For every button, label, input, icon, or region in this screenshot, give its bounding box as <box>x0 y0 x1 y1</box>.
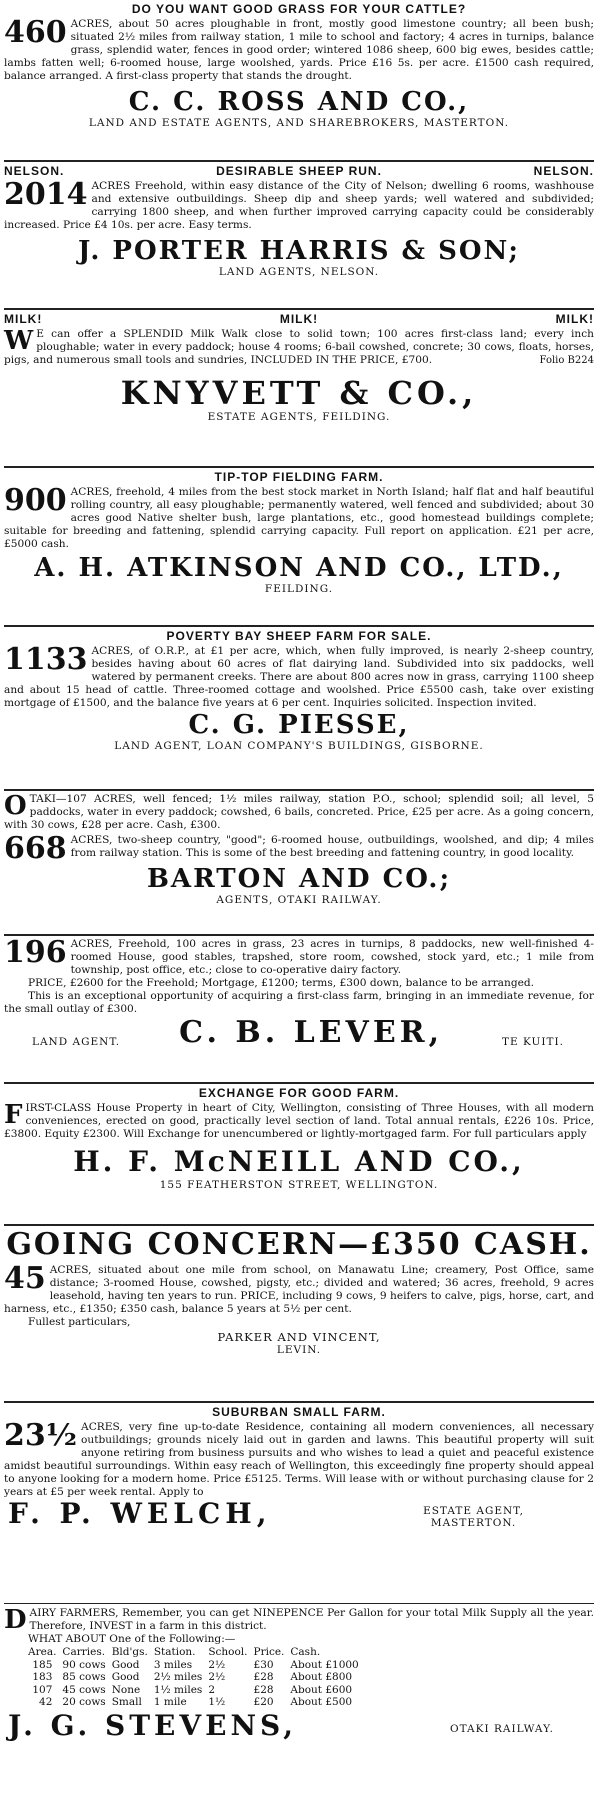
ad-cattle <box>4 2 594 130</box>
divider <box>4 1082 594 1084</box>
table-row <box>28 1671 365 1684</box>
drop-cap: W <box>4 326 34 356</box>
ad-text: ACRES Freehold, within easy distance of the City of Nelson; dwelling 6 rooms, washhouse and extensive outbuildings. Sheep dip and sheep yards; well watered and subdivided; carrying 1800 sheep, and when further improved carrying capacity could be considerably increased. Price £4 10s. per acre. Easy terms. <box>4 180 594 231</box>
ad-heading: POVERTY BAY SHEEP FARM FOR SALE. <box>166 629 432 643</box>
cell-cash: About £1000 <box>290 1658 359 1671</box>
divider <box>4 789 594 791</box>
ad-price: PRICE, £2600 for the Freehold; Mortgage, £1200; terms, £300 down, balance to be arranged. <box>28 977 535 989</box>
ad-note: This is an exceptional opportunity of acquiring a first-class farm, bringing in an immediate revenue, for the small outlay of £300. <box>4 990 594 1015</box>
ad-body <box>4 1418 594 1499</box>
cell-area: 42 <box>39 1696 53 1708</box>
cell-area: 183 <box>32 1671 53 1683</box>
cell-school: 2½ <box>208 1671 226 1683</box>
ad-acres: 196 <box>4 935 67 970</box>
agent-town: OTAKI RAILWAY. <box>450 1722 554 1735</box>
table-header-row <box>28 1646 365 1659</box>
cell-area: 185 <box>32 1658 53 1671</box>
ad-text: ACRES, situated about one mile from school, on Manawatu Line; creamery, Post Office, same distance; 3-roomed House, cowshed, pigsty, etc.; divided and watered; 36 acres, freehold, 9 acres leasehold, having ten years to run. PRICE, including 9 cows, 9 heifers to calve, pigs, horse, cart, and harness, etc., £1350; £350 cash, balance 5 years at 5½ per cent. <box>4 1264 594 1315</box>
ad-acres: 2014 <box>4 177 88 212</box>
cell-school: 2 <box>208 1683 216 1696</box>
heading-right: NELSON. <box>533 164 594 178</box>
ad-heading: SUBURBAN SMALL FARM. <box>212 1405 386 1419</box>
agent-address: FEILDING. <box>264 583 334 595</box>
ad-suburban <box>4 1405 594 1529</box>
agent-title: LAND AGENT. <box>32 1036 121 1048</box>
column-header: Carries. <box>62 1646 106 1658</box>
cell-carries: 90 cows <box>62 1658 106 1671</box>
agent-name: H. F. McNEILL AND CO., <box>73 1145 525 1178</box>
ad-acres: 900 <box>4 483 67 518</box>
cell-buildings: Small <box>111 1696 142 1708</box>
agent-name: F. P. WELCH, <box>8 1497 272 1530</box>
heading-left: NELSON. <box>4 164 65 178</box>
column-header: School. <box>208 1646 248 1658</box>
agent-name: PARKER AND VINCENT, <box>217 1330 381 1344</box>
cell-buildings: None <box>111 1683 141 1696</box>
agent-row <box>4 1015 594 1050</box>
cell-carries: 85 cows <box>62 1671 106 1683</box>
farms-table <box>28 1646 365 1709</box>
agent-name: KNYVETT & CO., <box>120 374 478 412</box>
column-header: Station. <box>153 1646 196 1658</box>
ad-poverty-bay <box>4 629 594 753</box>
ad-body <box>4 793 594 832</box>
agent-name: J. G. STEVENS, <box>8 1708 298 1742</box>
drop-cap: O <box>4 791 27 821</box>
agent-address: LAND AGENT, LOAN COMPANY'S BUILDINGS, GISBORNE. <box>114 740 484 752</box>
agent-town: MASTERTON. <box>430 1517 517 1529</box>
ad-text: ACRES, of O.R.P., at £1 per acre, which, when fully improved, is nearly 2-sheep country, besides having about 60 acres of flat dairying land. Subdivided into six paddocks, well watered by permanent creeks. There are about 800 acres now in grass, carrying 1100 sheep and about 15 head of cattle. Three-roomed cottage and woolshed. Price £5500 cash, take over existing mortgage of £1500, and the balance five years at 6 per cent. Inquiries solicited. Inspection invited. <box>4 645 594 709</box>
ad-acres: 1133 <box>4 642 88 677</box>
agent-address: LEVIN. <box>276 1344 322 1356</box>
ad-tiptop <box>4 470 594 596</box>
ad-body <box>4 1102 594 1141</box>
ad-body <box>4 483 594 551</box>
cell-station: 3 miles <box>153 1658 193 1671</box>
ad-heading-row <box>4 312 594 326</box>
table-row <box>28 1696 365 1709</box>
heading-left: MILK! <box>4 312 43 326</box>
cell-price: £28 <box>253 1683 274 1696</box>
ad-exchange <box>4 1086 594 1192</box>
ad-body <box>4 1607 594 1633</box>
divider <box>4 466 594 468</box>
ad-otaki <box>4 793 594 907</box>
ad-heading: EXCHANGE FOR GOOD FARM. <box>198 1086 400 1100</box>
agent-details <box>423 1505 524 1529</box>
ad-body <box>4 328 594 367</box>
ad-acres: 668 <box>4 831 67 866</box>
ad-body-second <box>4 831 594 866</box>
agent-name: J. PORTER HARRIS & SON; <box>78 236 520 266</box>
cell-price: £30 <box>253 1658 274 1671</box>
agent-address: LAND AND ESTATE AGENTS, AND SHAREBROKERS, MASTERTON. <box>88 117 510 129</box>
ad-text: E can offer a SPLENDID Milk Walk close to solid town; 100 acres first-class land; every inch ploughable; water in every paddock; house 4 rooms; 6-bail cowshed, concrete; 30 cows, floats, horses, pigs, and numerous small tools and sundries, INCLUDED IN THE PRICE, £700. <box>4 328 594 366</box>
agent-address: AGENTS, OTAKI RAILWAY. <box>216 894 382 906</box>
ad-heading: DO YOU WANT GOOD GRASS FOR YOUR CATTLE? <box>131 2 467 16</box>
cell-cash: About £500 <box>290 1696 353 1708</box>
cell-school: 2½ <box>208 1658 226 1671</box>
cell-buildings: Good <box>111 1671 140 1683</box>
ad-text: ACRES, about 50 acres ploughable in front, mostly good limestone country; all been bush; situated 2½ miles from railway station, 1 mile to school and factory; 4 acres in turnips, balance grass, splendid water, fences in good order; wintered 1086 sheep, 600 big ewes, besides cattle; lambs fatten well; 6-roomed house, large woolshed, yards. Price £16 5s. per acre. £1500 cash required, balance arranged. A first-class property that stands the drought. <box>4 18 594 82</box>
column-header: Bld'gs. <box>111 1646 148 1658</box>
ad-body <box>4 15 594 83</box>
ad-milk <box>4 312 594 424</box>
ad-going-concern <box>4 1228 594 1357</box>
ad-text: TAKI—107 ACRES, well fenced; 1½ miles railway, station P.O., school; splendid soil; all level, 5 paddocks, water in every paddock; cowshed, 6 bails, concreted. Price, £25 per acre. As a going concern, with 30 cows, £28 per acre. Cash, £300. <box>4 793 594 831</box>
ad-lever <box>4 935 594 1050</box>
ad-text: ACRES, freehold, 4 miles from the best stock market in North Island; half flat and half beautiful rolling country, all easy ploughable; permanently watered, well fenced and subdivided; about 30 acres good Native shelter bush, large plantations, etc., good homestead buildings complete; suitable for breeding and fattening, splendid carrying capacity. Full report on application. £21 per acre, £5000 cash. <box>4 486 594 550</box>
ad-body <box>4 642 594 710</box>
agent-row <box>4 1708 594 1742</box>
agent-address: 155 FEATHERSTON STREET, WELLINGTON. <box>159 1179 439 1191</box>
cell-station: 1 mile <box>153 1696 187 1708</box>
agent-town: TE KUITI. <box>502 1036 564 1048</box>
ad-particulars: Fullest particulars, <box>28 1316 131 1328</box>
divider <box>4 1224 594 1226</box>
cell-cash: About £800 <box>290 1671 353 1683</box>
cell-carries: 20 cows <box>62 1696 106 1708</box>
cell-cash: About £600 <box>290 1683 353 1696</box>
ad-body <box>4 177 594 232</box>
column-header: Price. <box>253 1646 285 1658</box>
agent-address: ESTATE AGENTS, FEILDING. <box>207 411 391 423</box>
divider <box>4 308 594 310</box>
divider <box>4 934 594 936</box>
cell-buildings: Good <box>111 1658 140 1671</box>
ad-heading: DESIRABLE SHEEP RUN. <box>216 164 382 178</box>
ad-lead: WHAT ABOUT One of the Following:— <box>28 1633 236 1645</box>
ad-text: ACRES, two-sheep country, "good"; 6-roomed house, outbuildings, woolshed, and dip; 4 miles from railway station. This is some of the best breeding and fattening country, in good locality. <box>70 834 594 859</box>
ad-body <box>4 935 594 977</box>
heading-right: MILK! <box>555 312 594 326</box>
column-header: Cash. <box>290 1646 321 1658</box>
cell-station: 2½ miles <box>153 1671 203 1683</box>
ad-body <box>4 1261 594 1316</box>
divider <box>4 625 594 627</box>
agent-address: LAND AGENTS, NELSON. <box>218 266 380 278</box>
agent-name: C. B. LEVER, <box>179 1015 444 1050</box>
ad-acres: 460 <box>4 15 67 50</box>
cell-price: £20 <box>253 1696 274 1708</box>
agent-title: ESTATE AGENT, <box>423 1505 524 1517</box>
ad-acres: 23½ <box>4 1418 78 1453</box>
ad-heading: MILK! <box>279 312 319 326</box>
ad-text: ACRES, very fine up-to-date Residence, containing all modern conveniences, all necessary outbuildings; grounds nicely laid out in garden and lawns. This beautiful property will suit anyone retiring from business pursuits and who wishes to lead a quiet and peaceful existence amidst beautiful surroundings. Within easy reach of Wellington, this exceedingly fine property should appeal to anyone looking for a modern home. Price £5125. Terms. Will lease with or without purchasing clause for 2 years at £5 per week rental. Apply to <box>4 1421 594 1498</box>
divider <box>4 160 594 162</box>
ad-acres: 45 <box>4 1261 46 1296</box>
cell-carries: 45 cows <box>62 1683 106 1696</box>
cell-station: 1½ miles <box>153 1683 203 1696</box>
folio-number: Folio B224 <box>539 355 594 366</box>
ad-text: IRST-CLASS House Property in heart of City, Wellington, consisting of Three Houses, with all modern conveniences, erected on good, practically level section of land. Total annual rentals, £226 10s. Price, £3800. Equity £2300. Will Exchange for unencumbered or lightly-mortgaged farm. For full particulars apply <box>4 1102 594 1140</box>
cell-area: 107 <box>32 1683 53 1696</box>
column-header: Area. <box>28 1646 57 1658</box>
ad-text: ACRES, Freehold, 100 acres in grass, 23 acres in turnips, 8 paddocks, new well-finished 4-roomed House, good stables, trapshed, store room, cowshed, stock yard, etc.; 1 mile from township, post office, etc.; close to co-operative dairy factory. <box>70 938 594 976</box>
agent-name: C. C. ROSS AND CO., <box>128 87 470 117</box>
agent-name: BARTON AND CO.; <box>146 864 452 894</box>
agent-name: C. G. PIESSE, <box>188 710 410 740</box>
ad-heading: TIP-TOP FIELDING FARM. <box>214 470 384 484</box>
ad-nelson <box>4 164 594 279</box>
agent-row <box>4 1499 594 1529</box>
ad-heading: GOING CONCERN—£350 CASH. <box>6 1227 592 1262</box>
drop-cap: D <box>4 1605 27 1635</box>
ad-dairy <box>4 1607 594 1741</box>
table-row <box>28 1659 365 1672</box>
cell-price: £28 <box>253 1671 274 1683</box>
cell-school: 1½ <box>208 1696 226 1708</box>
table-row <box>28 1684 365 1697</box>
drop-cap: F <box>4 1100 23 1130</box>
ad-text: AIRY FARMERS, Remember, you can get NINEPENCE Per Gallon for your total Milk Supply all the year. Therefore, INVEST in a farm in this district. <box>29 1607 594 1632</box>
agent-name: A. H. ATKINSON AND CO., LTD., <box>34 553 564 583</box>
divider <box>4 1603 594 1604</box>
ad-heading-row <box>4 164 594 178</box>
divider <box>4 1401 594 1403</box>
